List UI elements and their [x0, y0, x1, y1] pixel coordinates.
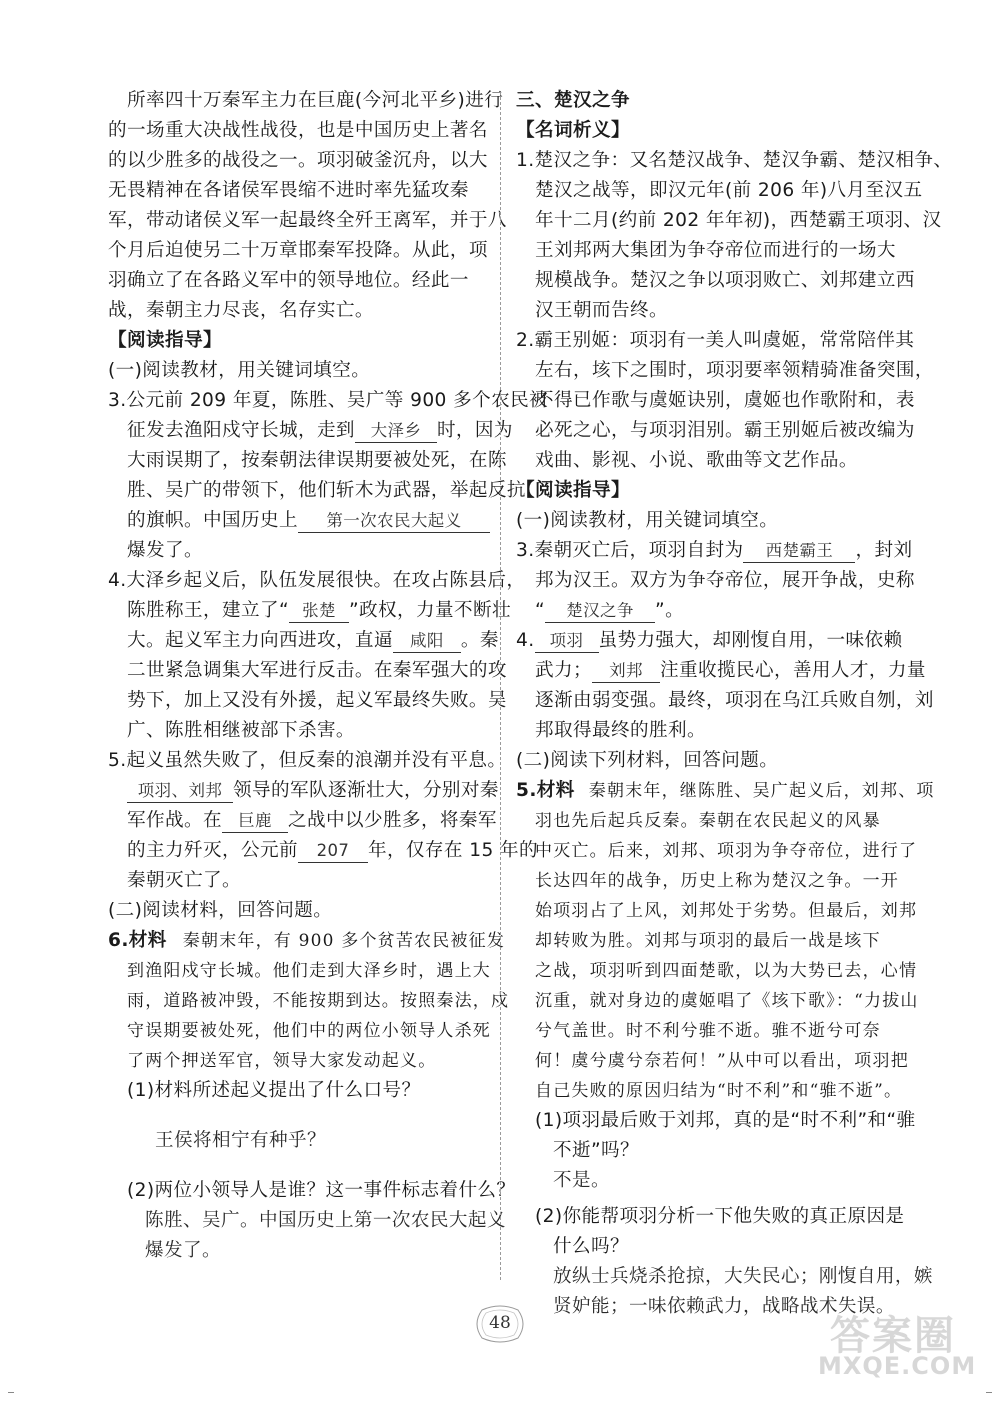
term-line: 汉王朝而告终。 — [535, 300, 668, 321]
material-text: 却转败为胜。刘邦与项羽的最后一战是垓下 — [535, 931, 881, 951]
term-line: 王刘邦两大集团为争夺帝位而进行的一场大 — [535, 240, 896, 261]
watermark-brand: 答案圈 — [830, 1313, 956, 1359]
answer-blank: 巨鹿 — [222, 810, 288, 833]
answer-blank: 第一次农民大起义 — [298, 510, 490, 533]
material-label: 5.材料 — [516, 780, 575, 801]
question-text: ”政权，力量不断壮 — [348, 600, 511, 621]
subsection-title: (二)阅读下列材料，回答问题。 — [516, 750, 779, 771]
material-text: 守误期要被处死，他们中的两位小领导人杀死 — [127, 1021, 491, 1041]
material-text: 羽也先后起兵反秦。秦朝在农民起义的风暴 — [535, 811, 881, 831]
term-line: 戏曲、影视、小说、歌曲等文艺作品。 — [535, 450, 858, 471]
question-text: 军作战。在 — [127, 810, 222, 831]
crop-mark — [8, 1392, 14, 1393]
subsection-title: (一)阅读教材，用关键词填空。 — [108, 360, 371, 381]
page-number-badge — [470, 1304, 530, 1344]
question-line: 逐渐由弱变强。最终，项羽在乌江兵败自刎，刘 — [535, 690, 934, 711]
column-divider — [500, 92, 501, 1280]
material-text: 雨，道路被冲毁，不能按期到达。按照秦法，戍 — [127, 991, 510, 1011]
intro-line: 个月后迫使另二十万章邯秦军投降。从此，项 — [108, 240, 488, 261]
right-column — [516, 86, 953, 1322]
question-text: ，封刘 — [855, 540, 913, 561]
question-3 — [516, 536, 915, 626]
question-text: 陈胜称王，建立了“ — [127, 600, 289, 621]
sub-question: 不逝”吗？ — [553, 1140, 640, 1161]
question-line: 5.起义虽然失败了，但反秦的浪潮并没有平息。 — [108, 750, 507, 771]
answer-text: 放纵士兵烧杀抢掠，大失民心；刚愎自用，嫉 — [553, 1266, 933, 1287]
question-text: ”。 — [655, 600, 685, 621]
question-4 — [516, 626, 934, 746]
question-5 — [516, 776, 935, 1322]
intro-line: 战，秦朝主力尽丧，名存实亡。 — [108, 300, 374, 321]
answer-text: 陈胜、吴广。中国历史上第一次农民大起义 — [145, 1210, 506, 1231]
answer-blank: 咸阳 — [393, 630, 461, 653]
material-text: 兮气盖世。时不利兮骓不逝。骓不逝兮可奈 — [535, 1021, 881, 1041]
sub-question: (1)项羽最后败于刘邦，真的是“时不利”和“骓 — [535, 1110, 916, 1131]
terms-heading: 【名词析义】 — [516, 120, 630, 141]
term-line: 不得已作歌与虞姬诀别，虞姬也作歌附和，表 — [535, 390, 915, 411]
question-6 — [108, 926, 516, 1266]
answer-blank: 项羽 — [535, 630, 599, 653]
question-line: 二世紧急调集大军进行反击。在秦军强大的攻 — [127, 660, 507, 681]
term-line: 规模战争。楚汉之争以项羽败亡、刘邦建立西 — [535, 270, 915, 291]
answer-text: 爆发了。 — [145, 1240, 221, 1261]
question-line: 3.公元前 209 年夏，陈胜、吴广等 900 多个农民被 — [108, 390, 549, 411]
answer-blank: 张楚 — [289, 600, 349, 623]
subsection-title: (二)阅读材料，回答问题。 — [108, 900, 333, 921]
answer-blank: 西楚霸王 — [743, 540, 855, 563]
term-1 — [516, 146, 953, 326]
question-text: 。秦 — [460, 630, 499, 651]
question-text: 领导的军队逐渐壮大，分别对秦 — [233, 780, 499, 801]
intro-line: 的以少胜多的战役之一。项羽破釜沉舟，以大 — [108, 150, 488, 171]
intro-line: 无畏精神在各诸侯军畏缩不进时率先猛攻秦 — [108, 180, 469, 201]
sub-question: (2)你能帮项羽分析一下他失败的真正原因是 — [535, 1206, 905, 1227]
question-text: 3.秦朝灭亡后，项羽自封为 — [516, 540, 744, 561]
crop-mark — [986, 1392, 992, 1393]
page-number: 48 — [489, 1313, 511, 1333]
material-text: 沉重，就对身边的虞姬唱了《垓下歌》：“力拔山 — [535, 991, 919, 1011]
question-text: 之战中以少胜多，将秦军 — [287, 810, 497, 831]
question-text: 4. — [516, 630, 535, 651]
question-text: 的旗帜。中国历史上 — [127, 510, 298, 531]
term-line: 1.楚汉之争：又名楚汉战争、楚汉争霸、楚汉相争、 — [516, 150, 953, 171]
question-text: 大。起义军主力向西进攻，直逼 — [127, 630, 393, 651]
material-text: 了两个押送军官，领导大家发动起义。 — [127, 1051, 437, 1071]
question-text: 注重收揽民心，善用人才，力量 — [659, 660, 926, 681]
material-text: 到渔阳戍守长城。他们走到大泽乡时，遇上大 — [127, 961, 491, 981]
answer-blank: 大泽乡 — [355, 420, 437, 443]
answer-text: 贤妒能；一味依赖武力，战略战术失误。 — [553, 1296, 895, 1317]
sub-question: (1)材料所述起义提出了什么口号？ — [127, 1080, 421, 1101]
answer-blank: 207 — [298, 840, 368, 863]
material-text: 秦朝末年，继陈胜、吴广起义后，刘邦、项 — [588, 781, 935, 801]
reading-guide-heading: 【阅读指导】 — [108, 330, 222, 351]
term-line: 年十二月(约前 202 年年初)，西楚霸王项羽、汉 — [535, 210, 942, 231]
watermark-url: MXQE.COM — [818, 1352, 977, 1380]
question-line: 邦取得最终的胜利。 — [535, 720, 706, 741]
question-line: 广、陈胜相继被部下杀害。 — [127, 720, 355, 741]
sub-question: 什么吗？ — [553, 1236, 629, 1257]
question-line: 大雨误期了，按秦朝法律误期要被处死，在陈 — [127, 450, 507, 471]
term-line: 2.霸王别姬：项羽有一美人叫虞姬，常常陪伴其 — [516, 330, 915, 351]
material-text: 秦朝末年，有 900 多个贫苦农民被征发 — [182, 931, 506, 951]
intro-line: 军，带动诸侯义军一起最终全歼王离军，并于八 — [108, 210, 507, 231]
answer-text: 王侯将相宁有种乎？ — [155, 1130, 326, 1151]
sub-question: (2)两位小领导人是谁？这一事件标志着什么？ — [127, 1180, 516, 1201]
question-line: 势下，加上又没有外援，起义军最终失败。吴 — [127, 690, 507, 711]
section-title: 三、楚汉之争 — [516, 90, 630, 111]
question-text: 年，仅存在 15 年的 — [367, 840, 538, 861]
material-label: 6.材料 — [108, 930, 167, 951]
material-text: 何！虞兮虞兮奈若何！”从中可以看出，项羽把 — [535, 1051, 909, 1071]
material-text: 始项羽占了上风，刘邦处于劣势。但最后，刘邦 — [535, 901, 918, 921]
term-line: 左右，垓下之围时，项羽要率领精骑准备突围， — [535, 360, 934, 381]
question-text: 时，因为 — [436, 420, 513, 441]
question-text: 的主力歼灭，公元前 — [127, 840, 298, 861]
answer-blank: 楚汉之争 — [545, 600, 655, 623]
question-5 — [108, 746, 538, 896]
answer-text: 不是。 — [553, 1170, 610, 1191]
term-line: 楚汉之战等，即汉元年(前 206 年)八月至汉五 — [535, 180, 923, 201]
answer-blank: 项羽、刘邦 — [127, 780, 233, 803]
question-text: “ — [535, 600, 546, 621]
intro-paragraph — [108, 86, 507, 326]
question-4 — [108, 566, 526, 746]
material-text: 中灭亡。后来，刘邦、项羽为争夺帝位，进行了 — [535, 841, 918, 861]
question-line: 爆发了。 — [127, 540, 203, 561]
question-line: 秦朝灭亡了。 — [127, 870, 241, 891]
question-line: 胜、吴广的带领下，他们斩木为武器，举起反抗 — [127, 480, 526, 501]
material-text: 之战，项羽听到四面楚歌，以为大势已去，心情 — [535, 961, 918, 981]
intro-line: 所率四十万秦军主力在巨鹿(今河北平乡)进行 — [127, 90, 504, 111]
term-2 — [516, 326, 934, 476]
watermark — [800, 1302, 978, 1384]
question-line: 邦为汉王。双方为争夺帝位，展开争战，史称 — [535, 570, 915, 591]
material-text: 自己失败的原因归结为“时不利”和“骓不逝”。 — [535, 1081, 903, 1101]
question-text: 武力； — [535, 660, 592, 681]
answer-blank: 刘邦 — [592, 660, 660, 683]
question-line: 4.大泽乡起义后，队伍发展很快。在攻占陈县后， — [108, 570, 526, 591]
question-text: 征发去渔阳戍守长城，走到 — [127, 420, 355, 441]
intro-line: 的一场重大决战性战役，也是中国历史上著名 — [108, 120, 488, 141]
intro-line: 羽确立了在各路义军中的领导地位。经此一 — [108, 270, 469, 291]
question-3 — [108, 386, 549, 566]
material-text: 长达四年的战争，历史上称为楚汉之争。一开 — [535, 871, 899, 891]
question-text: 虽势力强大，却刚愎自用，一味依赖 — [598, 630, 903, 651]
term-line: 必死之心，与项羽泪别。霸王别姬后被改编为 — [535, 420, 915, 441]
subsection-title: (一)阅读教材，用关键词填空。 — [516, 510, 779, 531]
reading-guide-heading: 【阅读指导】 — [516, 480, 630, 501]
